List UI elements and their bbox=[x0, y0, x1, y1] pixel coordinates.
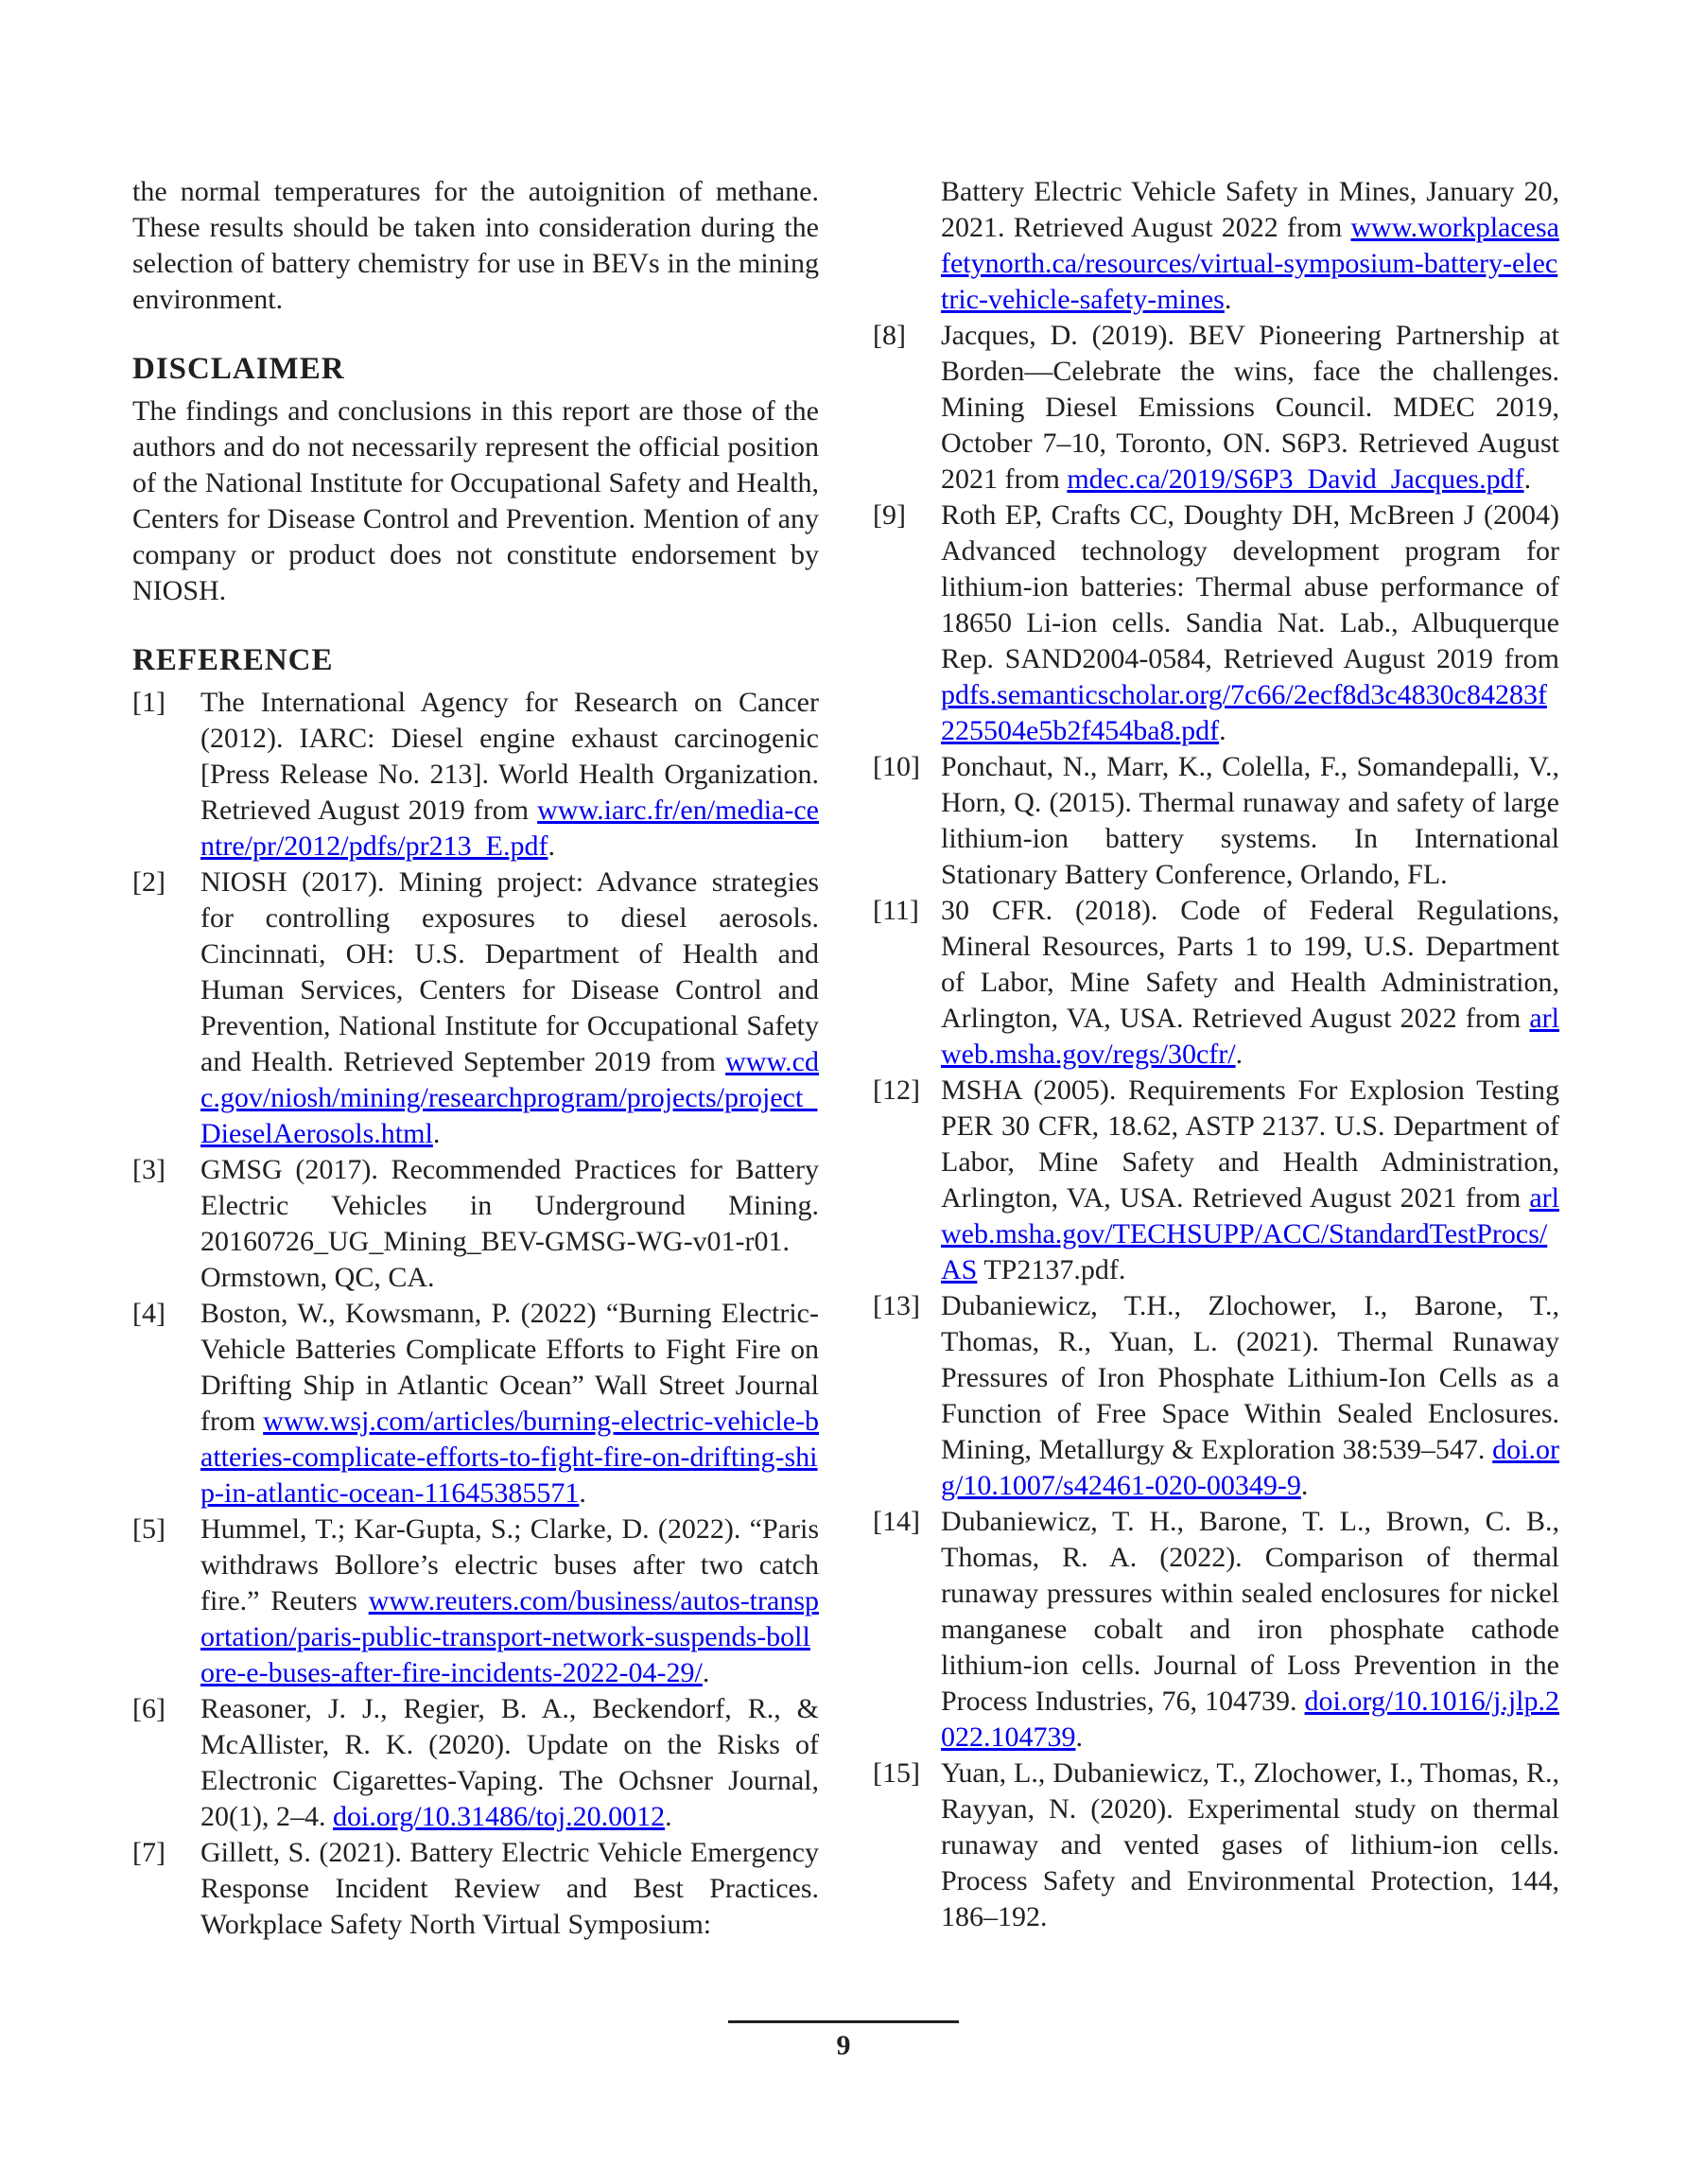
reference-link[interactable]: www.iarc.fr/en/media-centre/pr/2012/pdfs/pr213_E.pdf bbox=[200, 795, 819, 862]
reference-text bbox=[200, 1835, 819, 1943]
reference-citation: Roth EP, Crafts CC, Doughty DH, McBreen J (2004) Advanced technology development program for lithium-ion batteries: Thermal abuse performance of 18650 Li-ion cells. Sandia Nat. Lab., Albuquerque Rep. SAND2004-0584, Retrieved August 2019 from bbox=[941, 499, 1559, 674]
reference-number: [5] bbox=[132, 1513, 165, 1545]
reference-tail: . bbox=[579, 1477, 586, 1509]
reference-number: [10] bbox=[873, 751, 920, 782]
reference-tail: . bbox=[1224, 284, 1232, 315]
reference-text bbox=[200, 1296, 819, 1511]
reference-number: [15] bbox=[873, 1757, 920, 1789]
reference-item-4 bbox=[132, 1296, 819, 1511]
reference-citation: GMSG (2017). Recommended Practices for Battery Electric Vehicles in Underground Mining. 20160726_UG_Mining_BEV-GMSG-WG-v01-r01. Ormstown, QC, CA. bbox=[200, 1154, 819, 1293]
reference-citation: Ponchaut, N., Marr, K., Colella, F., Somandepalli, V., Horn, Q. (2015). Thermal runaway and safety of large lithium-ion battery systems. In International Stationary Battery Conference, Orlando, FL. bbox=[941, 751, 1559, 890]
reference-link[interactable]: www.workplacesafetynorth.ca/resources/virtual-symposium-battery-electric-vehicle-safety-mines bbox=[941, 212, 1559, 315]
reference-tail: TP2137.pdf. bbox=[977, 1254, 1126, 1285]
reference-item-6 bbox=[132, 1691, 819, 1835]
reference-text bbox=[941, 318, 1559, 498]
reference-number: [6] bbox=[132, 1693, 165, 1724]
reference-link[interactable]: doi.org/10.31486/toj.20.0012 bbox=[332, 1801, 666, 1832]
intro-paragraph: the normal temperatures for the autoignition of methane. These results should be taken into consideration during the selection of battery chemistry for use in BEVs in the mining environment. bbox=[132, 176, 819, 315]
disclaimer-text: The findings and conclusions in this report are those of the authors and do not necessarily represent the official position of the National Institute for Occupational Safety and Health, Centers for Disease Control and Prevention. Mention of any company or product does not constitute endorsement by NIOSH. bbox=[132, 395, 819, 606]
reference-citation: Dubaniewicz, T. H., Barone, T. L., Brown, C. B., Thomas, R. A. (2022). Comparison of thermal runaway pressures within sealed enclosures for nickel manganese cobalt and iron phosphate cathode lithium-ion cells. Journal of Loss Prevention in the Process Industries, 76, 104739. bbox=[941, 1506, 1559, 1717]
reference-number: [13] bbox=[873, 1290, 920, 1321]
reference-item-8 bbox=[873, 318, 1559, 498]
reference-list-left bbox=[132, 685, 819, 1943]
reference-tail: . bbox=[548, 830, 555, 862]
reference-link[interactable]: www.cdc.gov/niosh/mining/researchprogram/projects/project_DieselAerosols.html bbox=[200, 1046, 819, 1149]
reference-link[interactable]: mdec.ca/2019/S6P3_David_Jacques.pdf bbox=[1067, 463, 1524, 495]
reference-link[interactable]: arlweb.msha.gov/TECHSUPP/ACC/StandardTestProcs/AS bbox=[941, 1182, 1559, 1285]
reference-citation: Jacques, D. (2019). BEV Pioneering Partnership at Borden—Celebrate the wins, face the challenges. Mining Diesel Emissions Council. MDEC 2019, October 7–10, Toronto, ON. S6P3. Retrieved August 2021 from bbox=[941, 320, 1559, 495]
reference-citation: Dubaniewicz, T.H., Zlochower, I., Barone, T., Thomas, R., Yuan, L. (2021). Thermal Runaway Pressures of Iron Phosphate Lithium-Ion Cells as a Function of Free Space Within Sealed Enclosures. Mining, Metallurgy & Exploration 38:539–547. bbox=[941, 1290, 1559, 1465]
reference-citation: Boston, W., Kowsmann, P. (2022) “Burning Electric-Vehicle Batteries Complicate Efforts to Fight Fire on Drifting Ship in Atlantic Ocean” Wall Street Journal from bbox=[200, 1298, 819, 1437]
reference-tail: . bbox=[702, 1657, 710, 1688]
reference-number: [4] bbox=[132, 1298, 165, 1329]
reference-text bbox=[200, 1511, 819, 1691]
reference-text bbox=[941, 498, 1559, 749]
reference-text bbox=[941, 1756, 1559, 1935]
reference-item-3 bbox=[132, 1152, 819, 1296]
reference-item-10 bbox=[873, 749, 1559, 893]
reference-number: [14] bbox=[873, 1506, 920, 1537]
right-column bbox=[873, 174, 1559, 1935]
reference-item-15 bbox=[873, 1756, 1559, 1935]
left-column bbox=[132, 174, 819, 1943]
reference-item-2 bbox=[132, 865, 819, 1152]
reference-number: [12] bbox=[873, 1075, 920, 1106]
reference-text bbox=[941, 1504, 1559, 1756]
reference-citation: Hummel, T.; Kar-Gupta, S.; Clarke, D. (2022). “Paris withdraws Bollore’s electric buses after two catch fire.” Reuters bbox=[200, 1513, 819, 1616]
reference-text bbox=[200, 1152, 819, 1296]
reference-item-14 bbox=[873, 1504, 1559, 1756]
reference-text bbox=[941, 1288, 1559, 1504]
reference-number: [11] bbox=[873, 895, 919, 926]
reference-item-9 bbox=[873, 498, 1559, 749]
reference-heading: REFERENCE bbox=[132, 643, 334, 677]
reference-citation: NIOSH (2017). Mining project: Advance strategies for controlling exposures to diesel aerosols. Cincinnati, OH: U.S. Department of Health and Human Services, Centers for Disease Control and Prevention, National Institute for Occupational Safety and Health. Retrieved September 2019 from bbox=[200, 866, 819, 1077]
reference-link[interactable]: pdfs.semanticscholar.org/7c66/2ecf8d3c4830c84283f225504e5b2f454ba8.pdf bbox=[941, 679, 1547, 746]
reference-text bbox=[200, 685, 819, 865]
reference-number: [2] bbox=[132, 866, 165, 898]
reference-text bbox=[941, 893, 1559, 1073]
footer-rule bbox=[728, 2020, 959, 2023]
reference-number: [7] bbox=[132, 1837, 165, 1868]
reference-citation-part2: Battery Electric Vehicle Safety in Mines, January 20, 2021. Retrieved August 2022 from bbox=[941, 176, 1559, 243]
reference-citation: Reasoner, J. J., Regier, B. A., Beckendorf, R., & McAllister, R. K. (2020). Update on the Risks of Electronic Cigarettes-Vaping. The Ochsner Journal, 20(1), 2–4. bbox=[200, 1693, 819, 1832]
reference-link[interactable]: www.reuters.com/business/autos-transportation/paris-public-transport-network-suspends-bollore-e-buses-after-fire-incidents-2022-04-29/ bbox=[200, 1585, 819, 1688]
reference-text bbox=[200, 865, 819, 1152]
reference-number: [9] bbox=[873, 499, 906, 531]
reference-text bbox=[200, 1691, 819, 1835]
reference-text bbox=[941, 749, 1559, 893]
reference-tail: . bbox=[1219, 715, 1226, 746]
disclaimer-heading: DISCLAIMER bbox=[132, 352, 345, 386]
page-number: 9 bbox=[836, 2030, 851, 2061]
reference-number: [8] bbox=[873, 320, 906, 351]
reference-item-12 bbox=[873, 1073, 1559, 1288]
reference-item-11 bbox=[873, 893, 1559, 1073]
reference-item-13 bbox=[873, 1288, 1559, 1504]
reference-tail: . bbox=[1075, 1721, 1083, 1753]
reference-tail: . bbox=[665, 1801, 672, 1832]
reference-link[interactable]: doi.org/10.1016/j.jlp.2022.104739 bbox=[941, 1686, 1559, 1753]
reference-link[interactable]: doi.org/10.1007/s42461-020-00349-9 bbox=[941, 1434, 1559, 1501]
reference-citation: 30 CFR. (2018). Code of Federal Regulations, Mineral Resources, Parts 1 to 199, U.S. Department of Labor, Mine Safety and Health Administration, Arlington, VA, USA. Retrieved August 2022 from bbox=[941, 895, 1559, 1034]
reference-citation-part1: Gillett, S. (2021). Battery Electric Vehicle Emergency Response Incident Review and Best Practices. Workplace Safety North Virtual Symposium: bbox=[200, 1837, 819, 1940]
reference-text bbox=[941, 1073, 1559, 1288]
reference-item-7-continued bbox=[873, 174, 1559, 318]
reference-item-1 bbox=[132, 685, 819, 865]
reference-tail: . bbox=[1235, 1039, 1244, 1070]
reference-item-5 bbox=[132, 1511, 819, 1691]
reference-tail: . bbox=[1523, 463, 1532, 495]
reference-number: [1] bbox=[132, 687, 165, 718]
reference-item-7 bbox=[132, 1835, 819, 1943]
reference-citation: Yuan, L., Dubaniewicz, T., Zlochower, I., Thomas, R., Rayyan, N. (2020). Experimental study on thermal runaway and vented gases of lithium-ion cells. Process Safety and Environmental Protection, 144, 186–192. bbox=[941, 1757, 1559, 1932]
reference-tail: . bbox=[432, 1118, 441, 1149]
reference-link[interactable]: www.wsj.com/articles/burning-electric-vehicle-batteries-complicate-efforts-to-fight-fire-on-drifting-ship-in-atlantic-ocean-11645385571 bbox=[200, 1406, 819, 1509]
reference-citation: The International Agency for Research on Cancer (2012). IARC: Diesel engine exhaust carcinogenic [Press Release No. 213]. World Health Organization. Retrieved August 2019 from bbox=[200, 687, 819, 826]
reference-link[interactable]: arlweb.msha.gov/regs/30cfr/ bbox=[941, 1003, 1559, 1070]
reference-tail: . bbox=[1300, 1470, 1309, 1501]
reference-number: [3] bbox=[132, 1154, 165, 1185]
reference-citation: MSHA (2005). Requirements For Explosion Testing PER 30 CFR, 18.62, ASTP 2137. U.S. Department of Labor, Mine Safety and Health Administration, Arlington, VA, USA. Retrieved August 2021 from bbox=[941, 1075, 1559, 1214]
